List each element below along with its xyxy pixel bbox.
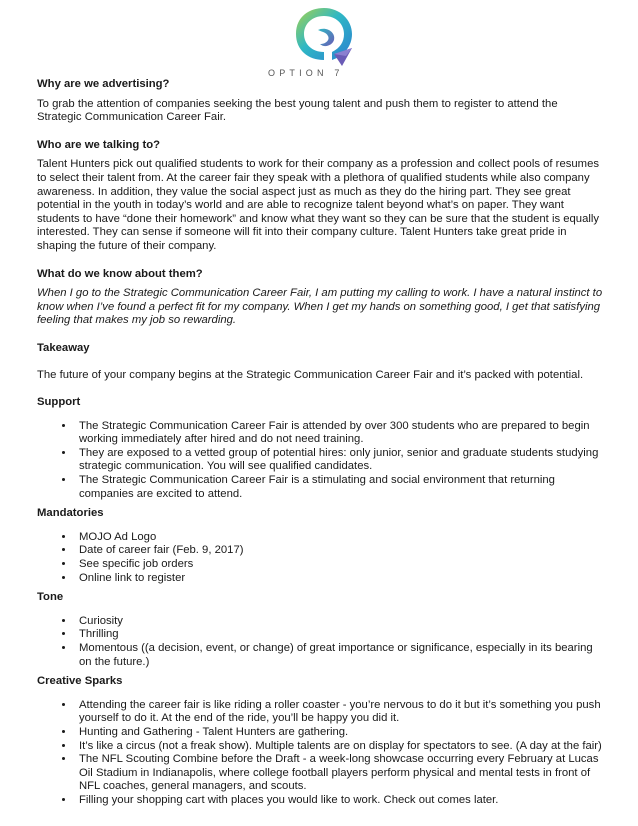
list-item: • Momentous ((a decision, event, or change) of great importance or significance, especially in its bearing on the future.) [75,642,605,669]
list-item: • Filling your shopping cart with places you would like to work. Check out comes later. [75,794,605,808]
text-advertising: To grab the attention of companies seeking the best young talent and push them to register to attend the Strategic Communication Career Fair. [37,97,558,124]
section-creative-sparks [37,675,605,807]
mandatories-list [37,531,605,585]
list-item: • See specific job orders [75,558,605,572]
heading-tone: Tone [37,591,64,604]
section-takeaway [37,342,605,382]
option7-logo-mark-icon [278,4,364,68]
heading-mandatories: Mandatories [37,507,104,520]
creative-brief-document [37,78,605,814]
text-persona-quote: When I go to the Strategic Communication Career Fair, I am putting my calling to work. I have a natural instinct to know when I’ve found a perfect fit for my company. When I get my hands on something good, I get that satisfying feeling that makes my job so rewarding. [37,287,603,327]
list-item: • The Strategic Communication Career Fair is a stimulating and social environment that returning companies are excited to attend. [75,474,605,501]
list-item: • The Strategic Communication Career Fair is attended by over 300 students who are prepared to begin working immediately after hired and do not need training. [75,420,605,447]
list-item: • Hunting and Gathering - Talent Hunters are gathering. [75,726,605,740]
list-item: • Attending the career fair is like riding a roller coaster - you’re nervous to do it but it’s something you push yourself to do it. At the end of the ride, you’ll be happy you did it. [75,699,605,726]
list-item: • MOJO Ad Logo [75,531,605,545]
heading-advertising: Why are we advertising? [37,78,170,90]
list-item: • The NFL Scouting Combine before the Draft - a week-long showcase occurring every February at Lucas Oil Stadium in Indianapolis, where college football players perform physical and mental tests in front of NFL coaches, general managers, and scouts. [75,753,605,794]
heading-takeaway: Takeaway [37,341,90,354]
text-audience: Talent Hunters pick out qualified students to work for their company as a profession and collect pools of resumes to select their talent from. At the career fair they speak with a plethora of qualified students while also company awareness. In addition, they value the social aspect just as much as they do the hiring part. They see great potential in the youth in today’s world and are able to recognize talent beyond what’s on paper. They want students to have “done their homework” and know what they want so they can be sure that the student is equally interested. They can sense if someone will fit into their company culture. Talent Hunters take great pride in shaping the future of their company. [37,158,600,252]
list-item: • It’s like a circus (not a freak show). Multiple talents are on display for spectators to see. (A day at the fair) [75,740,605,754]
heading-creative-sparks: Creative Sparks [37,675,123,688]
section-tone [37,591,605,669]
list-item: • Online link to register [75,572,605,586]
list-item: • Thrilling [75,628,605,642]
heading-knowledge: What do we know about them? [37,267,203,280]
heading-audience: Who are we talking to? [37,138,161,151]
list-item: • Date of career fair (Feb. 9, 2017) [75,544,605,558]
tone-list [37,615,605,669]
heading-support: Support [37,396,81,409]
section-mandatories [37,507,605,585]
option7-logo [268,4,374,80]
support-list [37,420,605,502]
section-knowledge [37,268,605,328]
list-item: • Curiosity [75,615,605,629]
section-audience [37,139,605,254]
list-item: • They are exposed to a vetted group of potential hires: only junior, senior and graduate students studying strategic communication. You will see qualified candidates. [75,447,605,474]
creative-sparks-list [37,699,605,808]
section-support [37,396,605,501]
text-takeaway: The future of your company begins at the Strategic Communication Career Fair and it’s packed with potential. [37,368,584,381]
option7-wordmark: OPTION 7 [268,68,344,78]
section-advertising [37,78,605,125]
